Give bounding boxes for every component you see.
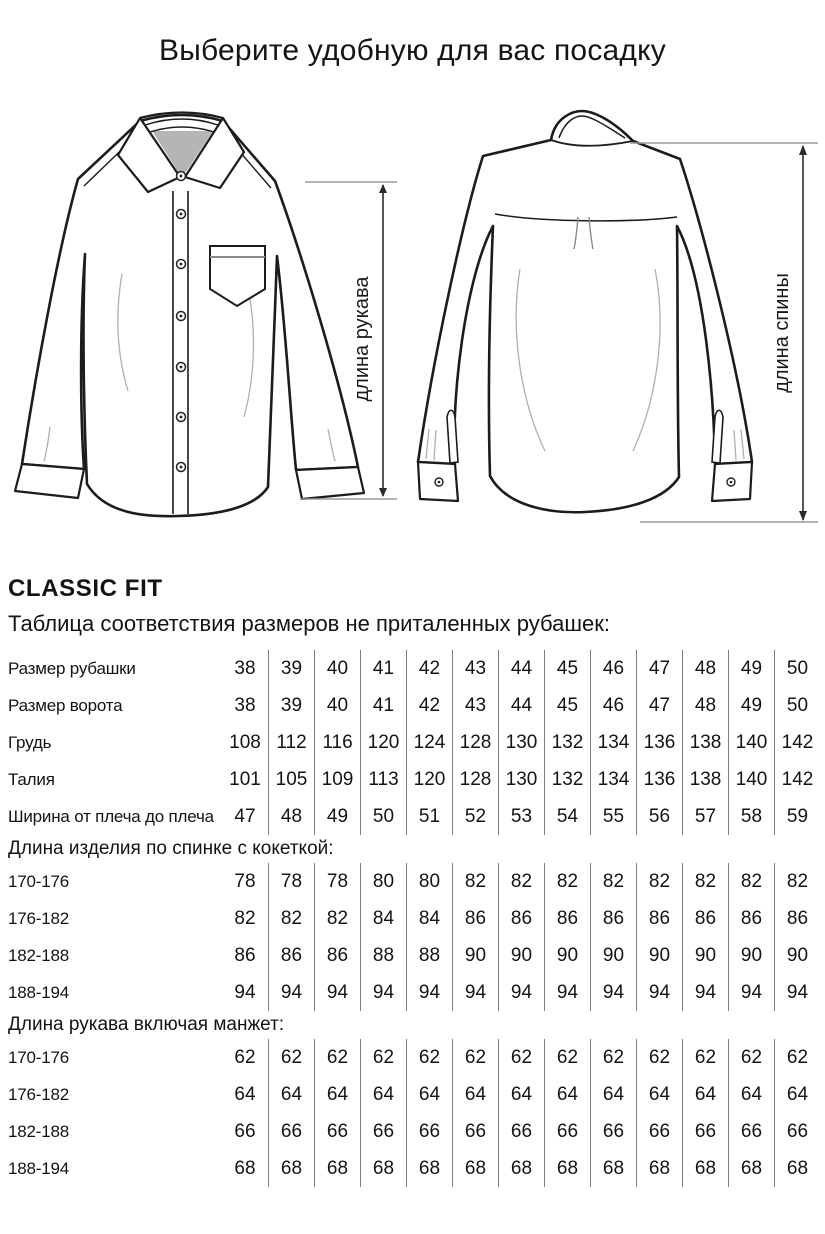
size-value: 94 — [636, 974, 682, 1011]
size-value: 64 — [234, 1084, 256, 1105]
size-table — [8, 650, 825, 1187]
size-value: 130 — [498, 724, 544, 761]
front-right-cuff — [296, 467, 364, 499]
size-value: 45 — [544, 650, 590, 687]
size-value: 50 — [360, 798, 406, 835]
row-label: 182-188 — [8, 946, 69, 965]
size-value: 80 — [406, 863, 452, 900]
size-value: 47 — [234, 806, 256, 827]
size-value: 68 — [360, 1150, 406, 1187]
size-value: 90 — [636, 937, 682, 974]
row-label: Талия — [8, 770, 55, 789]
row-label: Размер ворота — [8, 696, 123, 715]
row-label: 176-182 — [8, 909, 69, 928]
back-shirt-body — [418, 111, 752, 512]
size-value: 68 — [728, 1150, 774, 1187]
size-value: 94 — [234, 982, 256, 1003]
size-value: 84 — [360, 900, 406, 937]
size-value: 94 — [544, 974, 590, 1011]
size-value: 94 — [268, 974, 314, 1011]
size-value: 82 — [314, 900, 360, 937]
size-value: 86 — [728, 900, 774, 937]
size-value: 66 — [406, 1113, 452, 1150]
size-value: 105 — [268, 761, 314, 798]
size-value: 94 — [498, 974, 544, 1011]
section-header: Длина изделия по спинке с кокеткой: — [8, 838, 334, 859]
size-value: 62 — [452, 1039, 498, 1076]
size-value: 90 — [544, 937, 590, 974]
size-value: 136 — [636, 761, 682, 798]
size-value: 66 — [682, 1113, 728, 1150]
size-value: 68 — [498, 1150, 544, 1187]
size-value: 90 — [774, 937, 820, 974]
size-value: 44 — [498, 687, 544, 724]
size-value: 80 — [360, 863, 406, 900]
size-value: 66 — [234, 1121, 256, 1142]
size-value: 120 — [360, 724, 406, 761]
row-label: 176-182 — [8, 1085, 69, 1104]
size-value: 128 — [452, 724, 498, 761]
size-value: 43 — [452, 687, 498, 724]
row-label: Грудь — [8, 733, 52, 752]
size-value: 94 — [590, 974, 636, 1011]
size-value: 64 — [728, 1076, 774, 1113]
size-value: 132 — [544, 724, 590, 761]
size-value: 68 — [590, 1150, 636, 1187]
size-value: 44 — [498, 650, 544, 687]
size-value: 62 — [728, 1039, 774, 1076]
size-value: 82 — [590, 863, 636, 900]
size-value: 140 — [728, 724, 774, 761]
size-value: 136 — [636, 724, 682, 761]
size-value: 94 — [452, 974, 498, 1011]
size-value: 86 — [636, 900, 682, 937]
size-value: 108 — [229, 732, 261, 753]
size-value: 45 — [544, 687, 590, 724]
size-value: 47 — [636, 650, 682, 687]
size-value: 38 — [234, 658, 256, 679]
size-value: 82 — [636, 863, 682, 900]
size-value: 64 — [636, 1076, 682, 1113]
size-value: 90 — [590, 937, 636, 974]
table-block — [8, 1039, 825, 1187]
size-value: 41 — [360, 687, 406, 724]
front-left-cuff — [15, 464, 84, 498]
size-value: 51 — [406, 798, 452, 835]
size-value: 59 — [774, 798, 820, 835]
size-value: 62 — [498, 1039, 544, 1076]
size-value: 86 — [234, 945, 256, 966]
size-value: 68 — [234, 1158, 256, 1179]
size-value: 46 — [590, 650, 636, 687]
sleeve-length-label: длина рукава — [351, 276, 373, 402]
size-value: 142 — [774, 761, 820, 798]
size-value: 57 — [682, 798, 728, 835]
size-value: 82 — [774, 863, 820, 900]
size-value: 52 — [452, 798, 498, 835]
size-value: 82 — [682, 863, 728, 900]
size-value: 90 — [498, 937, 544, 974]
size-value: 68 — [544, 1150, 590, 1187]
size-value: 48 — [682, 650, 728, 687]
size-value: 62 — [774, 1039, 820, 1076]
row-label: 170-176 — [8, 1048, 69, 1067]
size-value: 68 — [636, 1150, 682, 1187]
size-value: 86 — [774, 900, 820, 937]
size-value: 47 — [636, 687, 682, 724]
size-value: 66 — [774, 1113, 820, 1150]
row-label: 182-188 — [8, 1122, 69, 1141]
size-value: 94 — [774, 974, 820, 1011]
size-value: 64 — [360, 1076, 406, 1113]
size-value: 124 — [406, 724, 452, 761]
size-value: 134 — [590, 724, 636, 761]
row-label: Ширина от плеча до плеча — [8, 807, 214, 826]
size-value: 62 — [234, 1047, 256, 1068]
size-value: 82 — [452, 863, 498, 900]
size-value: 94 — [360, 974, 406, 1011]
size-value: 62 — [590, 1039, 636, 1076]
size-value: 86 — [268, 937, 314, 974]
size-value: 90 — [452, 937, 498, 974]
size-value: 39 — [268, 687, 314, 724]
size-value: 66 — [452, 1113, 498, 1150]
size-value: 66 — [544, 1113, 590, 1150]
size-value: 62 — [544, 1039, 590, 1076]
size-value: 130 — [498, 761, 544, 798]
classic-fit-heading: CLASSIC FIT — [8, 575, 163, 602]
size-value: 50 — [774, 650, 820, 687]
size-value: 116 — [314, 724, 360, 761]
size-value: 109 — [314, 761, 360, 798]
size-value: 68 — [314, 1150, 360, 1187]
size-value: 64 — [774, 1076, 820, 1113]
size-value: 138 — [682, 761, 728, 798]
size-value: 82 — [268, 900, 314, 937]
table-caption: Таблица соответствия размеров не приталенных рубашек: — [8, 611, 610, 636]
size-value: 64 — [268, 1076, 314, 1113]
size-value: 94 — [314, 974, 360, 1011]
size-value: 68 — [452, 1150, 498, 1187]
table-block — [8, 650, 825, 835]
size-value: 62 — [682, 1039, 728, 1076]
size-value: 132 — [544, 761, 590, 798]
size-value: 90 — [682, 937, 728, 974]
shirt-back-sketch-icon — [405, 99, 825, 539]
size-value: 66 — [590, 1113, 636, 1150]
size-value: 82 — [544, 863, 590, 900]
size-value: 46 — [590, 687, 636, 724]
size-value: 78 — [268, 863, 314, 900]
size-value: 64 — [682, 1076, 728, 1113]
size-value: 64 — [544, 1076, 590, 1113]
row-label: Размер рубашки — [8, 659, 136, 678]
size-value: 78 — [314, 863, 360, 900]
size-value: 68 — [406, 1150, 452, 1187]
size-value: 42 — [406, 650, 452, 687]
size-value: 48 — [682, 687, 728, 724]
size-value: 94 — [406, 974, 452, 1011]
size-value: 62 — [406, 1039, 452, 1076]
size-value: 64 — [314, 1076, 360, 1113]
table-block — [8, 863, 825, 1011]
size-value: 94 — [728, 974, 774, 1011]
size-value: 62 — [268, 1039, 314, 1076]
size-value: 49 — [728, 687, 774, 724]
size-value: 42 — [406, 687, 452, 724]
size-value: 82 — [498, 863, 544, 900]
size-value: 62 — [360, 1039, 406, 1076]
size-value: 55 — [590, 798, 636, 835]
size-value: 43 — [452, 650, 498, 687]
size-value: 66 — [314, 1113, 360, 1150]
size-value: 86 — [544, 900, 590, 937]
shirt-front-sketch-icon — [10, 99, 410, 539]
section-header: Длина рукава включая манжет: — [8, 1014, 285, 1035]
size-value: 134 — [590, 761, 636, 798]
size-value: 64 — [452, 1076, 498, 1113]
size-value: 86 — [590, 900, 636, 937]
size-value: 41 — [360, 650, 406, 687]
size-value: 66 — [498, 1113, 544, 1150]
size-value: 39 — [268, 650, 314, 687]
size-value: 142 — [774, 724, 820, 761]
size-value: 86 — [498, 900, 544, 937]
size-value: 88 — [360, 937, 406, 974]
size-value: 56 — [636, 798, 682, 835]
size-value: 66 — [360, 1113, 406, 1150]
size-value: 90 — [728, 937, 774, 974]
size-value: 62 — [314, 1039, 360, 1076]
size-value: 120 — [406, 761, 452, 798]
size-value: 49 — [314, 798, 360, 835]
row-label: 188-194 — [8, 983, 69, 1002]
size-value: 54 — [544, 798, 590, 835]
size-value: 128 — [452, 761, 498, 798]
size-value: 53 — [498, 798, 544, 835]
size-value: 88 — [406, 937, 452, 974]
size-value: 78 — [234, 871, 256, 892]
size-value: 64 — [498, 1076, 544, 1113]
size-value: 138 — [682, 724, 728, 761]
size-value: 86 — [682, 900, 728, 937]
size-value: 49 — [728, 650, 774, 687]
size-value: 84 — [406, 900, 452, 937]
size-value: 140 — [728, 761, 774, 798]
size-value: 40 — [314, 650, 360, 687]
size-value: 58 — [728, 798, 774, 835]
size-value: 82 — [234, 908, 256, 929]
size-value: 113 — [360, 761, 406, 798]
size-value: 68 — [268, 1150, 314, 1187]
shirt-diagram — [0, 99, 825, 539]
size-value: 86 — [452, 900, 498, 937]
page-title: Выберите удобную для вас посадку — [159, 34, 666, 67]
size-value: 101 — [229, 769, 261, 790]
size-value: 48 — [268, 798, 314, 835]
size-value: 62 — [636, 1039, 682, 1076]
size-value: 68 — [774, 1150, 820, 1187]
size-value: 40 — [314, 687, 360, 724]
size-value: 68 — [682, 1150, 728, 1187]
row-label: 170-176 — [8, 872, 69, 891]
size-value: 64 — [590, 1076, 636, 1113]
size-value: 38 — [234, 695, 256, 716]
size-value: 66 — [268, 1113, 314, 1150]
size-value: 94 — [682, 974, 728, 1011]
size-value: 66 — [636, 1113, 682, 1150]
back-length-label: длина спины — [771, 273, 793, 393]
size-value: 64 — [406, 1076, 452, 1113]
row-label: 188-194 — [8, 1159, 69, 1178]
size-value: 82 — [728, 863, 774, 900]
size-value: 50 — [774, 687, 820, 724]
size-value: 86 — [314, 937, 360, 974]
size-value: 112 — [268, 724, 314, 761]
size-value: 66 — [728, 1113, 774, 1150]
